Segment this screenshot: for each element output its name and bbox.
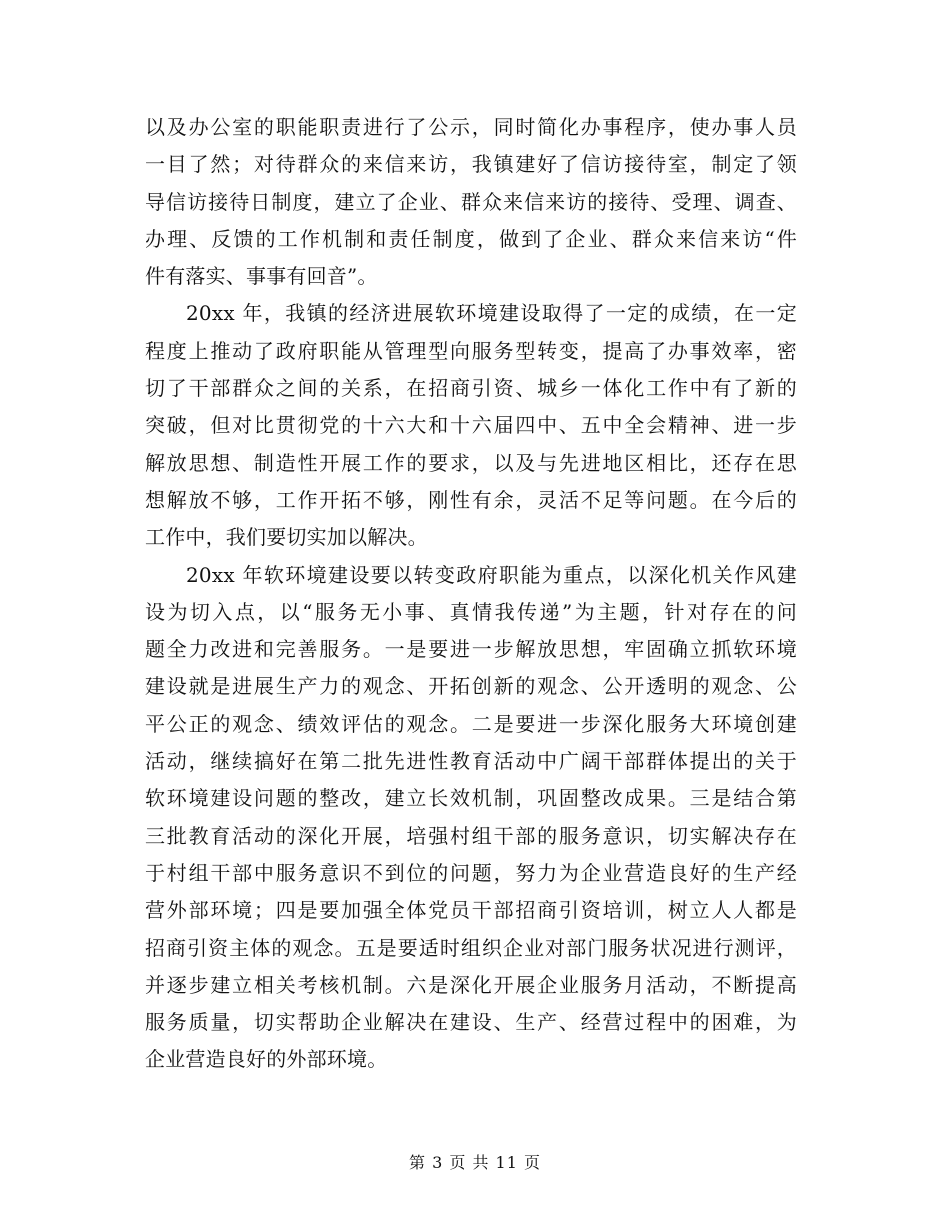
text-line: 题全力改进和完善服务。一是要进一步解放思想，牢固确立抓软环境	[145, 637, 797, 662]
text-line: 企业营造良好的外部环境。	[145, 1047, 388, 1072]
document-body	[145, 109, 797, 1079]
text-line: 切了干部群众之间的关系，在招商引资、城乡一体化工作中有了新的	[145, 376, 797, 401]
text-line: 营外部环境；四是要加强全体党员干部招商引资培训，树立人人都是	[145, 898, 797, 923]
text-line: 平公正的观念、绩效评估的观念。二是要进一步深化服务大环境创建	[145, 711, 797, 736]
text-line: 服务质量，切实帮助企业解决在建设、生产、经营过程中的困难，为	[145, 1010, 797, 1035]
text-line: 三批教育活动的深化开展，培强村组干部的服务意识，切实解决存在	[145, 823, 797, 848]
text-line: 以及办公室的职能职责进行了公示，同时简化办事程序，使办事人员	[145, 115, 797, 139]
text-line: 想解放不够，工作开拓不够，刚性有余，灵活不足等问题。在今后的	[145, 487, 797, 512]
paragraph-1	[145, 109, 797, 295]
text-line: 一目了然；对待群众的来信来访，我镇建好了信访接待室，制定了领	[145, 152, 797, 177]
text-line: 件有落实、事事有回音”。	[145, 264, 378, 289]
text-line: 解放思想、制造性开展工作的要求，以及与先进地区相比，还存在思	[145, 450, 797, 475]
paragraph-3	[145, 557, 797, 1079]
paragraph-2	[145, 295, 797, 556]
text-line: 并逐步建立相关考核机制。六是深化开展企业服务月活动，不断提高	[145, 972, 797, 997]
text-line: 工作中，我们要切实加以解决。	[145, 525, 428, 550]
text-line: 招商引资主体的观念。五是要适时组织企业对部门服务状况进行测评，	[145, 935, 797, 960]
text-line: 活动，继续搞好在第二批先进性教育活动中广阔干部群体提出的关于	[145, 749, 797, 774]
text-line: 设为切入点，以“服务无小事、真情我传递”为主题，针对存在的问	[145, 599, 797, 624]
text-line: 突破，但对比贯彻党的十六大和十六届四中、五中全会精神、进一步	[145, 413, 797, 438]
text-line: 软环境建设问题的整改，建立长效机制，巩固整改成果。三是结合第	[145, 786, 797, 811]
text-line: 程度上推动了政府职能从管理型向服务型转变，提高了办事效率，密	[145, 338, 797, 363]
page-number-footer: 第 3 页 共 11 页	[409, 1153, 541, 1172]
text-line: 建设就是进展生产力的观念、开拓创新的观念、公开透明的观念、公	[145, 674, 797, 699]
text-line: 20xx 年软环境建设要以转变政府职能为重点，以深化机关作风建	[186, 562, 797, 587]
text-line: 办理、反馈的工作机制和责任制度，做到了企业、群众来信来访“件	[145, 226, 797, 251]
text-line: 20xx 年，我镇的经济进展软环境建设取得了一定的成绩，在一定	[186, 301, 797, 326]
text-line: 于村组干部中服务意识不到位的问题，努力为企业营造良好的生产经	[145, 860, 797, 885]
text-line: 导信访接待日制度，建立了企业、群众来信来访的接待、受理、调查、	[145, 189, 797, 214]
